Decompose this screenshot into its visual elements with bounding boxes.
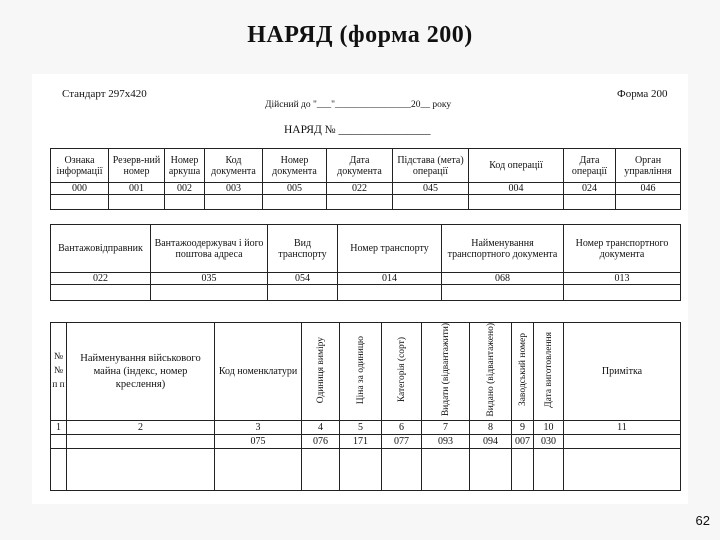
code-cell: [67, 434, 215, 448]
number-cell: 2: [67, 420, 215, 434]
code-cell: 007: [512, 434, 534, 448]
header-vertical-text: Категорія (сорт): [396, 337, 407, 403]
header-cell: Код документа: [205, 149, 263, 183]
code-cell: 054: [268, 273, 338, 285]
code-cell: 024: [564, 183, 616, 195]
header-cell: Вантажовідправник: [51, 225, 151, 273]
header-row: [51, 149, 681, 183]
code-cell: 093: [422, 434, 470, 448]
form-label: Форма 200: [617, 88, 668, 100]
header-cell: Резерв-ний номер: [109, 149, 165, 183]
code-cell: 000: [51, 183, 109, 195]
code-cell: [564, 434, 681, 448]
header-vertical-text: Заводський номер: [517, 333, 528, 407]
header-cell: Дата операції: [564, 149, 616, 183]
standard-label: Стандарт 297х420: [62, 88, 147, 100]
code-cell: 013: [564, 273, 681, 285]
number-cell: 8: [470, 420, 512, 434]
code-cell: 046: [616, 183, 681, 195]
header-cell: Найменування транспортного документа: [442, 225, 564, 273]
header-row: [51, 225, 681, 273]
code-cell: 002: [165, 183, 205, 195]
header-cell: [470, 323, 512, 421]
header-cell: Орган управління: [616, 149, 681, 183]
code-cell: 030: [534, 434, 564, 448]
shipment-table: [50, 224, 681, 301]
items-table: [50, 322, 681, 491]
code-row: [51, 183, 681, 195]
header-cell: [302, 323, 340, 421]
code-cell: 075: [215, 434, 302, 448]
header-vertical-text: Ціна за одиницю: [355, 335, 366, 404]
code-cell: 171: [340, 434, 382, 448]
order-number-line: НАРЯД № ________________: [284, 124, 431, 136]
code-cell: 094: [470, 434, 512, 448]
header-cell: Вантажоодержувач і його поштова адреса: [151, 225, 268, 273]
code-cell: 001: [109, 183, 165, 195]
header-cell: [534, 323, 564, 421]
number-cell: 10: [534, 420, 564, 434]
number-cell: 6: [382, 420, 422, 434]
number-cell: 11: [564, 420, 681, 434]
column-number-row: [51, 420, 681, 434]
code-cell: 076: [302, 434, 340, 448]
number-cell: 1: [51, 420, 67, 434]
header-cell: Підстава (мета) операції: [393, 149, 469, 183]
header-cell: Дата документа: [327, 149, 393, 183]
code-cell: 005: [263, 183, 327, 195]
code-cell: 003: [205, 183, 263, 195]
code-row: [51, 273, 681, 285]
header-cell: Вид транспорту: [268, 225, 338, 273]
header-cell: Код операції: [469, 149, 564, 183]
number-cell: 5: [340, 420, 382, 434]
header-cell: Номер транспортного документа: [564, 225, 681, 273]
header-vertical-text: Одиниця виміру: [315, 336, 326, 403]
code-cell: 004: [469, 183, 564, 195]
header-vertical-text: Дата виготовлення: [543, 331, 554, 408]
header-cell: Номер транспорту: [338, 225, 442, 273]
code-cell: [51, 434, 67, 448]
order-form-document: [32, 74, 688, 504]
blank-row: [51, 448, 681, 490]
header-cell: [340, 323, 382, 421]
header-cell: [422, 323, 470, 421]
header-cell: Ознака інформації: [51, 149, 109, 183]
header-cell: Код номенклатури: [215, 323, 302, 421]
code-cell: 068: [442, 273, 564, 285]
header-info-table: [50, 148, 681, 210]
code-cell: 035: [151, 273, 268, 285]
header-cell: Примітка: [564, 323, 681, 421]
code-cell: 022: [327, 183, 393, 195]
header-cell: [512, 323, 534, 421]
number-cell: 7: [422, 420, 470, 434]
code-cell: 022: [51, 273, 151, 285]
header-cell: [382, 323, 422, 421]
blank-row: [51, 195, 681, 210]
valid-until-line: Дійсний до "___"________________20__ року: [265, 100, 452, 110]
number-cell: 4: [302, 420, 340, 434]
code-row: [51, 434, 681, 448]
blank-row: [51, 285, 681, 301]
slide-title: НАРЯД (форма 200): [247, 22, 473, 48]
header-row: [51, 323, 681, 421]
number-cell: 9: [512, 420, 534, 434]
header-cell: № № п п: [51, 323, 67, 421]
number-cell: 3: [215, 420, 302, 434]
header-cell: Найменування військового майна (індекс, номер креслення): [67, 323, 215, 421]
page-number: 62: [695, 513, 710, 528]
header-cell: Номер документа: [263, 149, 327, 183]
header-vertical-text: Видано (відвантажено): [485, 323, 496, 417]
code-cell: 045: [393, 183, 469, 195]
code-cell: 077: [382, 434, 422, 448]
code-cell: 014: [338, 273, 442, 285]
header-vertical-text: Видати (відвантажити): [440, 323, 451, 417]
header-cell: Номер аркуша: [165, 149, 205, 183]
